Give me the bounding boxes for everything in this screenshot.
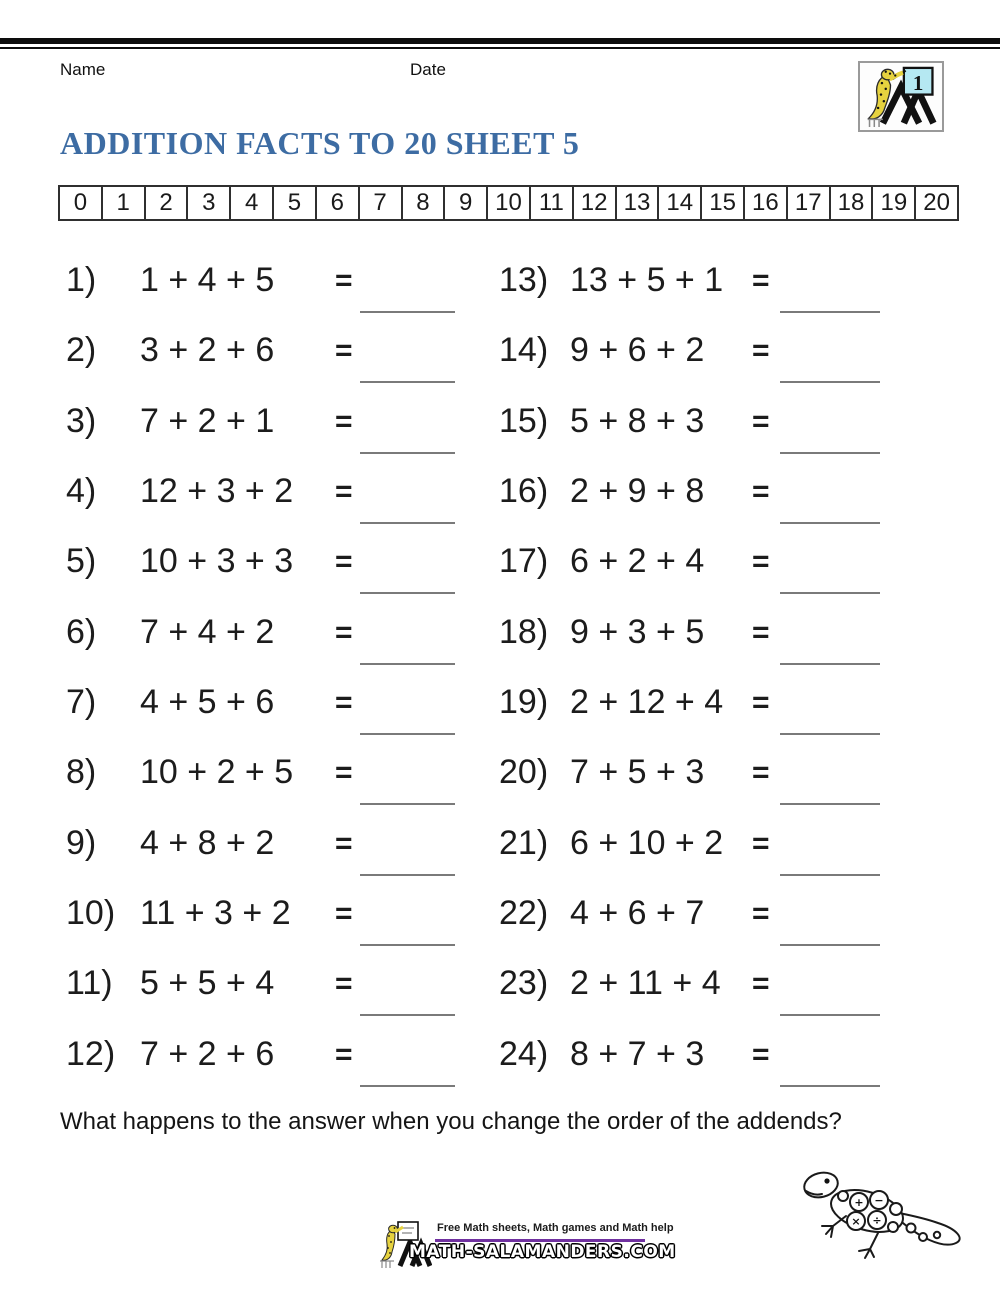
answer-blank[interactable] <box>780 944 880 946</box>
problem-row <box>66 537 486 607</box>
answer-blank[interactable] <box>360 311 455 313</box>
equals-sign: = <box>752 686 770 720</box>
number-line-cell: 2 <box>144 187 187 219</box>
answer-blank[interactable] <box>360 663 455 665</box>
equals-sign: = <box>335 475 353 509</box>
problem-row <box>66 678 486 748</box>
equals-sign: = <box>335 1037 353 1071</box>
problem-number: 19) <box>499 683 549 722</box>
answer-blank[interactable] <box>360 381 455 383</box>
problem-expression: 4 + 6 + 7 <box>570 894 705 933</box>
problem-number: 22) <box>499 894 549 933</box>
problem-row <box>499 748 919 818</box>
problem-row <box>499 889 919 959</box>
date-label: Date <box>410 60 446 79</box>
answer-blank[interactable] <box>780 381 880 383</box>
problem-expression: 5 + 5 + 4 <box>140 964 275 1003</box>
problem-number: 18) <box>499 612 549 651</box>
equals-sign: = <box>752 826 770 860</box>
problem-expression: 5 + 8 + 3 <box>570 401 705 440</box>
answer-blank[interactable] <box>780 522 880 524</box>
equals-sign: = <box>335 615 353 649</box>
spot-divide-icon: ÷ <box>872 1214 882 1227</box>
problem-number: 3) <box>66 401 97 440</box>
equals-sign: = <box>335 264 353 297</box>
problem-row <box>66 748 486 818</box>
problem-number: 7) <box>66 683 97 722</box>
problem-expression: 4 + 8 + 2 <box>140 823 275 862</box>
problem-row <box>66 1030 486 1100</box>
number-line-cell: 11 <box>529 187 572 219</box>
problem-row <box>499 467 919 537</box>
card-number: 1 <box>912 70 924 95</box>
number-line-cell: 3 <box>186 187 229 219</box>
salamander-eye <box>824 1178 829 1183</box>
problem-row <box>499 326 919 396</box>
salamander-drawing-icon <box>793 1143 971 1261</box>
problem-expression: 9 + 3 + 5 <box>570 612 705 651</box>
answer-blank[interactable] <box>780 663 880 665</box>
problem-expression: 7 + 4 + 2 <box>140 612 275 651</box>
spot-plus-icon: + <box>854 1196 864 1209</box>
answer-blank[interactable] <box>780 874 880 876</box>
number-line-cell: 20 <box>914 187 957 219</box>
top-rule-thin <box>0 47 1000 49</box>
equals-sign: = <box>752 475 770 509</box>
problem-expression: 6 + 10 + 2 <box>570 823 724 862</box>
answer-blank[interactable] <box>360 803 455 805</box>
problem-number: 15) <box>499 401 549 440</box>
number-line-cell: 8 <box>401 187 444 219</box>
problem-expression: 10 + 3 + 3 <box>140 542 294 581</box>
problem-number: 8) <box>66 753 97 792</box>
problem-row <box>66 889 486 959</box>
number-line-cell: 9 <box>443 187 486 219</box>
problem-expression: 6 + 2 + 4 <box>570 542 705 581</box>
problem-number: 17) <box>499 542 549 581</box>
equals-sign: = <box>752 264 770 297</box>
answer-blank[interactable] <box>360 592 455 594</box>
problem-expression: 7 + 2 + 6 <box>140 1034 275 1073</box>
problem-number: 5) <box>66 542 97 581</box>
equals-sign: = <box>752 545 770 579</box>
problem-expression: 2 + 9 + 8 <box>570 472 705 511</box>
problem-expression: 2 + 11 + 4 <box>570 964 721 1003</box>
problem-row <box>66 608 486 678</box>
number-line-cell: 17 <box>786 187 829 219</box>
equals-sign: = <box>335 334 353 368</box>
equals-sign: = <box>335 756 353 790</box>
bottom-question: What happens to the answer when you change the order of the addends? <box>60 1108 842 1135</box>
answer-blank[interactable] <box>360 452 455 454</box>
equals-sign: = <box>752 615 770 649</box>
equals-sign: = <box>752 756 770 790</box>
problem-row <box>66 256 486 326</box>
problem-expression: 13 + 5 + 1 <box>570 261 724 299</box>
number-line-cell: 15 <box>700 187 743 219</box>
salamander-illustration <box>793 1143 971 1261</box>
problem-number: 20) <box>499 753 549 792</box>
problem-expression: 8 + 7 + 3 <box>570 1034 705 1073</box>
spot-minus-icon: − <box>874 1194 884 1207</box>
problem-number: 13) <box>499 261 549 299</box>
problem-expression: 3 + 2 + 6 <box>140 331 275 370</box>
problem-number: 4) <box>66 472 97 511</box>
problem-number: 12) <box>66 1034 116 1073</box>
number-line-cell: 16 <box>743 187 786 219</box>
problem-expression: 7 + 2 + 1 <box>140 401 275 440</box>
problem-number: 14) <box>499 331 549 370</box>
problem-row <box>66 467 486 537</box>
equals-sign: = <box>752 897 770 931</box>
number-line-cell: 0 <box>73 189 88 216</box>
equals-sign: = <box>752 1037 770 1071</box>
number-line-cell: 5 <box>272 187 315 219</box>
problem-row <box>66 959 486 1029</box>
spot-times-icon: × <box>851 1215 861 1228</box>
answer-blank[interactable] <box>780 1014 880 1016</box>
number-line <box>58 185 959 221</box>
answer-blank[interactable] <box>780 452 880 454</box>
problem-row <box>499 678 919 748</box>
answer-blank[interactable] <box>780 733 880 735</box>
number-line-cell: 7 <box>358 187 401 219</box>
equals-sign: = <box>335 686 353 720</box>
problem-row <box>499 819 919 889</box>
equals-sign: = <box>752 404 770 438</box>
problems-column-right <box>499 256 919 1100</box>
number-line-cell: 10 <box>486 187 529 219</box>
problem-expression: 10 + 2 + 5 <box>140 753 294 792</box>
problem-row <box>499 1030 919 1100</box>
problem-number: 1) <box>66 261 97 299</box>
problem-row <box>66 397 486 467</box>
problem-row <box>499 537 919 607</box>
problem-number: 6) <box>66 612 97 651</box>
equals-sign: = <box>335 897 353 931</box>
footer-tagline: Free Math sheets, Math games and Math help <box>437 1222 674 1234</box>
problem-number: 11) <box>66 964 113 1003</box>
problem-row <box>66 326 486 396</box>
answer-blank[interactable] <box>360 522 455 524</box>
answer-blank[interactable] <box>360 944 455 946</box>
problem-row <box>66 819 486 889</box>
answer-blank[interactable] <box>360 733 455 735</box>
footer-brand <box>376 1218 676 1274</box>
number-line-cell: 13 <box>615 187 658 219</box>
number-line-cell: 4 <box>229 187 272 219</box>
equals-sign: = <box>752 334 770 368</box>
equals-sign: = <box>335 826 353 860</box>
problem-number: 23) <box>499 964 549 1003</box>
answer-blank[interactable] <box>360 874 455 876</box>
problem-expression: 2 + 12 + 4 <box>570 683 724 722</box>
answer-blank[interactable] <box>780 1085 880 1087</box>
problem-expression: 11 + 3 + 2 <box>140 894 291 933</box>
problem-row <box>499 256 919 326</box>
equals-sign: = <box>335 545 353 579</box>
number-line-cell: 12 <box>572 187 615 219</box>
problem-expression: 9 + 6 + 2 <box>570 331 705 370</box>
number-line-cell: 14 <box>657 187 700 219</box>
number-line-cell: 18 <box>829 187 872 219</box>
answer-blank[interactable] <box>360 1085 455 1087</box>
problem-number: 9) <box>66 823 97 862</box>
problem-expression: 7 + 5 + 3 <box>570 753 705 792</box>
equals-sign: = <box>335 404 353 438</box>
problem-number: 2) <box>66 331 97 370</box>
answer-blank[interactable] <box>360 1014 455 1016</box>
math-salamanders-logo <box>858 61 944 132</box>
problem-number: 10) <box>66 894 116 933</box>
number-line-cell: 1 <box>101 187 144 219</box>
problem-expression: 12 + 3 + 2 <box>140 472 294 511</box>
salamander-easel-icon <box>860 63 942 130</box>
footer-site-name: MATH-SALAMANDERS.COM <box>409 1242 676 1262</box>
answer-blank[interactable] <box>780 803 880 805</box>
problem-row <box>499 959 919 1029</box>
problem-row <box>499 608 919 678</box>
problem-expression: 4 + 5 + 6 <box>140 683 275 722</box>
problem-expression: 1 + 4 + 5 <box>140 261 275 299</box>
top-rule-thick <box>0 38 1000 44</box>
salamander-eye <box>889 72 891 74</box>
equals-sign: = <box>335 967 353 1001</box>
answer-blank[interactable] <box>780 592 880 594</box>
problem-row <box>499 397 919 467</box>
equals-sign: = <box>752 967 770 1001</box>
problem-number: 16) <box>499 472 549 511</box>
name-label: Name <box>60 60 106 79</box>
problem-number: 24) <box>499 1034 549 1073</box>
problems-column-left <box>66 256 486 1100</box>
page-title: ADDITION FACTS TO 20 SHEET 5 <box>60 125 580 161</box>
answer-blank[interactable] <box>780 311 880 313</box>
number-line-cell: 19 <box>871 187 914 219</box>
problem-number: 21) <box>499 823 549 862</box>
number-line-cell: 6 <box>315 187 358 219</box>
